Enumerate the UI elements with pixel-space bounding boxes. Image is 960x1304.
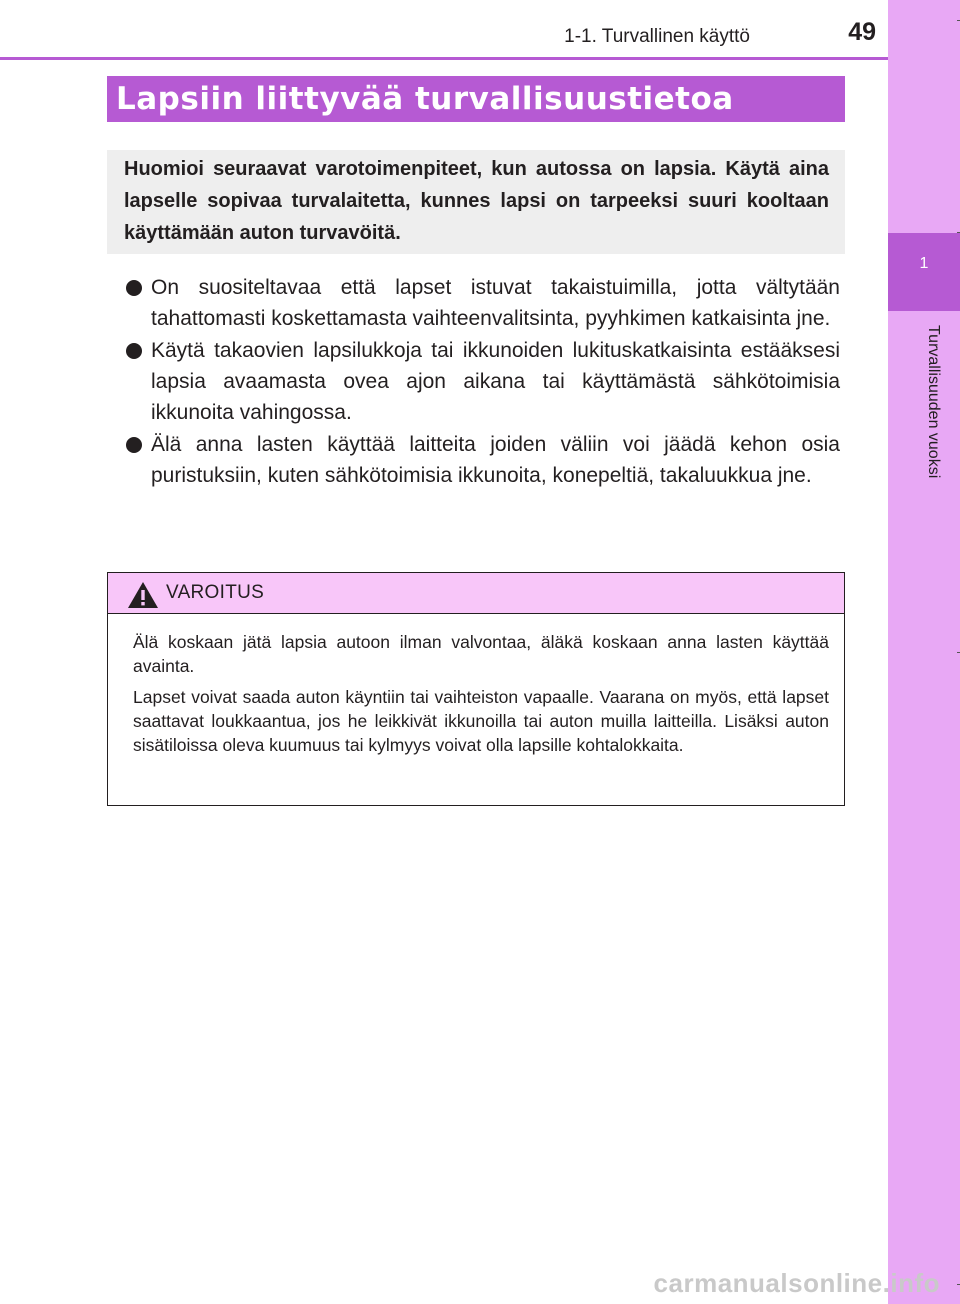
watermark: carmanualsonline.info (653, 1268, 940, 1298)
header-rule (0, 57, 888, 60)
warning-paragraph: Lapset voivat saada auton käyntiin tai vaihteiston vapaalle. Vaarana on myös, että lapset saattavat loukkaantua, jos he leikkivät ikkunoilla tai auton muilla laitteilla. Lisäksi auton sisätiloissa oleva kuumuus tai kylmyys voivat olla lapsille kohtalokkaita. (133, 687, 829, 755)
bullet-list (124, 272, 840, 492)
intro-text: Huomioi seuraavat varotoimenpiteet, kun autossa on lapsia. Käytä aina lapselle sopivaa turvalaitetta, kunnes lapsi on tarpeeksi suuri kooltaan käyttämään auton turvavöitä. (124, 158, 829, 244)
warning-title: VAROITUS (166, 582, 265, 603)
warning-body (108, 614, 844, 757)
list-item-text: On suositeltavaa että lapset istuvat takaistuimilla, jotta vältytään tahattomasti koskettamasta vaihteenvalitsinta, pyyhkimen katkaisinta jne. (151, 276, 840, 330)
intro-box (107, 150, 845, 254)
list-item-text: Käytä takaovien lapsilukkoja tai ikkunoiden lukituskatkaisinta estääksesi lapsia avaamasta ovea ajon aikana tai käyttämästä sähkötoimisia ikkunoita vahingossa. (151, 339, 840, 424)
bullet-dot-icon (126, 437, 142, 453)
warning-paragraph: Älä koskaan jätä lapsia autoon ilman valvontaa, äläkä koskaan anna lasten käyttää avainta. (133, 632, 829, 676)
chapter-title: Turvallisuuden vuoksi (925, 325, 942, 479)
bullet-dot-icon (126, 343, 142, 359)
side-tab (888, 0, 960, 1304)
page-number: 49 (848, 18, 876, 46)
warning-box (107, 572, 845, 806)
list-item (124, 429, 840, 491)
section-label: 1-1. Turvallinen käyttö (564, 26, 750, 47)
chapter-number: 1 (919, 255, 929, 272)
warning-header (108, 573, 844, 614)
list-item (124, 335, 840, 428)
bullet-dot-icon (126, 280, 142, 296)
section-title: Lapsiin liittyvää turvallisuustietoa (107, 76, 845, 122)
list-item (124, 272, 840, 334)
warning-triangle-icon (127, 581, 159, 609)
list-item-text: Älä anna lasten käyttää laitteita joiden väliin voi jäädä kehon osia puristuksiin, kuten sähkötoimisia ikkunoita, konepeltiä, takaluukkua jne. (151, 433, 840, 487)
